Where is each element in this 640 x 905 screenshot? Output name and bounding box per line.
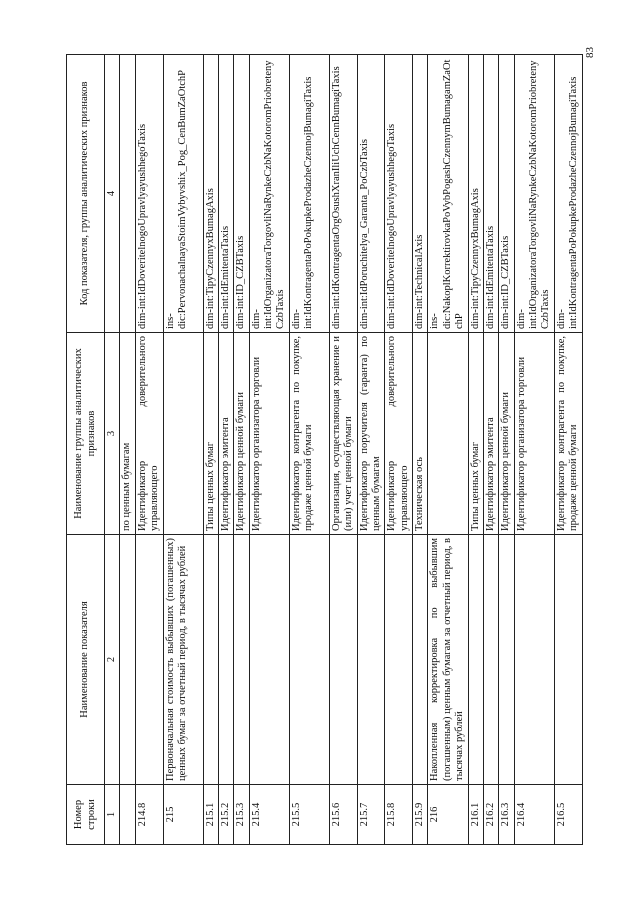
table-row [468,55,483,845]
page-number: 83 [584,47,596,58]
row-number [120,785,135,845]
indicator-code: dim-int:IdOrganizatoraTorgovliNaRynkeCzbNaKotoromPriobretenyCzbTaxis [514,55,554,333]
group-name: Идентификатор ценной бумаги [499,333,514,535]
indicator-code: dim-int:IdDoveritelnogoUpravlyayushhegoTaxis [135,55,163,333]
indicator-name [499,535,514,785]
header-code: Код показателя, группы аналитических признаков [67,55,105,333]
indicator-code: dim-int:ID_CZBTaxis [234,55,249,333]
indicator-code: ins-dic:PervonachalnayaStoimVybyvshix_Pog_CenBumZaOtchP [163,55,203,333]
row-number: 216.2 [483,785,498,845]
table-row [218,55,233,845]
group-name: Идентификатор контрагента по покупке, продаже ценной бумаги [289,333,329,535]
header-row [67,55,105,845]
table-row [413,55,428,845]
indicator-name [135,535,163,785]
indicator-name [385,535,413,785]
indicator-name [249,535,289,785]
indicator-name [289,535,329,785]
table-row [289,55,329,845]
table-row [483,55,498,845]
group-name: Идентификатор организатора торговли [249,333,289,535]
row-number: 216 [428,785,468,845]
group-name: по ценным бумагам [120,333,135,535]
row-number: 215.6 [329,785,357,845]
indicator-code: dim-int:IdDoveritelnogoUpravlyayushhegoTaxis [385,55,413,333]
group-name: Техническая ось [413,333,428,535]
indicators-table [66,54,583,845]
indicator-name [120,535,135,785]
group-name [428,333,468,535]
indicator-code: dim-int:TechnicalAxis [413,55,428,333]
indicator-code: ins-dic:NakoplKorrektirovkaPoVybPogashCzennymBumagamZaOtchP [428,55,468,333]
group-name: Идентификатор организатора торговли [514,333,554,535]
row-number: 216.3 [499,785,514,845]
indicator-code: dim-int:TipyCzennyxBumagAxis [468,55,483,333]
row-number: 216.4 [514,785,554,845]
group-name [163,333,203,535]
row-number: 215.1 [203,785,218,845]
indicator-name [554,535,582,785]
group-name: Типы ценных бумаг [468,333,483,535]
row-number: 216.5 [554,785,582,845]
row-number: 215.7 [357,785,385,845]
indicator-name [483,535,498,785]
indicator-name [514,535,554,785]
indicator-name [329,535,357,785]
indicator-code: dim-int:TipyCzennyxBumagAxis [203,55,218,333]
header-indicator-name: Наименование показателя [67,535,105,785]
table-row [514,55,554,845]
header-group-name: Наименование группы аналитических признаков [67,333,105,535]
rotated-page [66,55,580,845]
table-row [234,55,249,845]
group-name: Типы ценных бумаг [203,333,218,535]
table-row [357,55,385,845]
indicator-name: Первоначальная стоимость выбывших (погашенных) ценных бумаг за отчетный период, в тысячах рублей [163,535,203,785]
row-number: 215 [163,785,203,845]
group-name: Идентификатор ценной бумаги [234,333,249,535]
column-number: 4 [105,55,120,333]
table-row [385,55,413,845]
indicator-code: dim-int:IdKontragentaOrgOsushXranIliUchCennBumagiTaxis [329,55,357,333]
indicator-name [413,535,428,785]
indicator-name [357,535,385,785]
indicator-code [120,55,135,333]
group-name: Идентификатор доверительного управляющего [385,333,413,535]
indicator-code: dim-int:IdEmitentaTaxis [218,55,233,333]
indicator-name: Накопленная корректировка по выбывшим (погашенным) ценным бумагам за отчетный период, в тысячах рублей [428,535,468,785]
indicator-code: dim-int:IdKontragentaPoPokupkeProdazheCzennojBumagiTaxis [554,55,582,333]
table-row [329,55,357,845]
header-row-number: Номер строки [67,785,105,845]
row-number: 215.8 [385,785,413,845]
table-row [554,55,582,845]
table-row [428,55,468,845]
table-row [163,55,203,845]
indicator-code: dim-int:IdPoruchitelya_Garanta_PoCzbTaxis [357,55,385,333]
row-number: 214.8 [135,785,163,845]
indicator-code: dim-int:IdKontragentaPoPokupkeProdazheCzennojBumagiTaxis [289,55,329,333]
indicator-name [218,535,233,785]
row-number: 215.2 [218,785,233,845]
indicator-name [203,535,218,785]
table-row [135,55,163,845]
row-number: 215.3 [234,785,249,845]
group-name: Организация, осуществляющая хранение и (или) учет ценной бумаги [329,333,357,535]
group-name: Идентификатор контрагента по покупке, продаже ценной бумаги [554,333,582,535]
row-number: 215.5 [289,785,329,845]
column-number: 2 [105,535,120,785]
group-name: Идентификатор доверительного управляющего [135,333,163,535]
column-number: 1 [105,785,120,845]
table-row [499,55,514,845]
table-row [249,55,289,845]
indicator-code: dim-int:IdEmitentaTaxis [483,55,498,333]
group-name: Идентификатор эмитента [218,333,233,535]
row-number: 215.4 [249,785,289,845]
table-row [120,55,135,845]
column-number-row [105,55,120,845]
row-number: 216.1 [468,785,483,845]
indicator-name [468,535,483,785]
indicator-code: dim-int:ID_CZBTaxis [499,55,514,333]
indicator-name [234,535,249,785]
indicator-code: dim-int:IdOrganizatoraTorgovliNaRynkeCzbNaKotoromPriobretenyCzbTaxis [249,55,289,333]
table-row [203,55,218,845]
column-number: 3 [105,333,120,535]
group-name: Идентификатор эмитента [483,333,498,535]
group-name: Идентификатор поручителя (гаранта) по ценным бумагам [357,333,385,535]
row-number: 215.9 [413,785,428,845]
